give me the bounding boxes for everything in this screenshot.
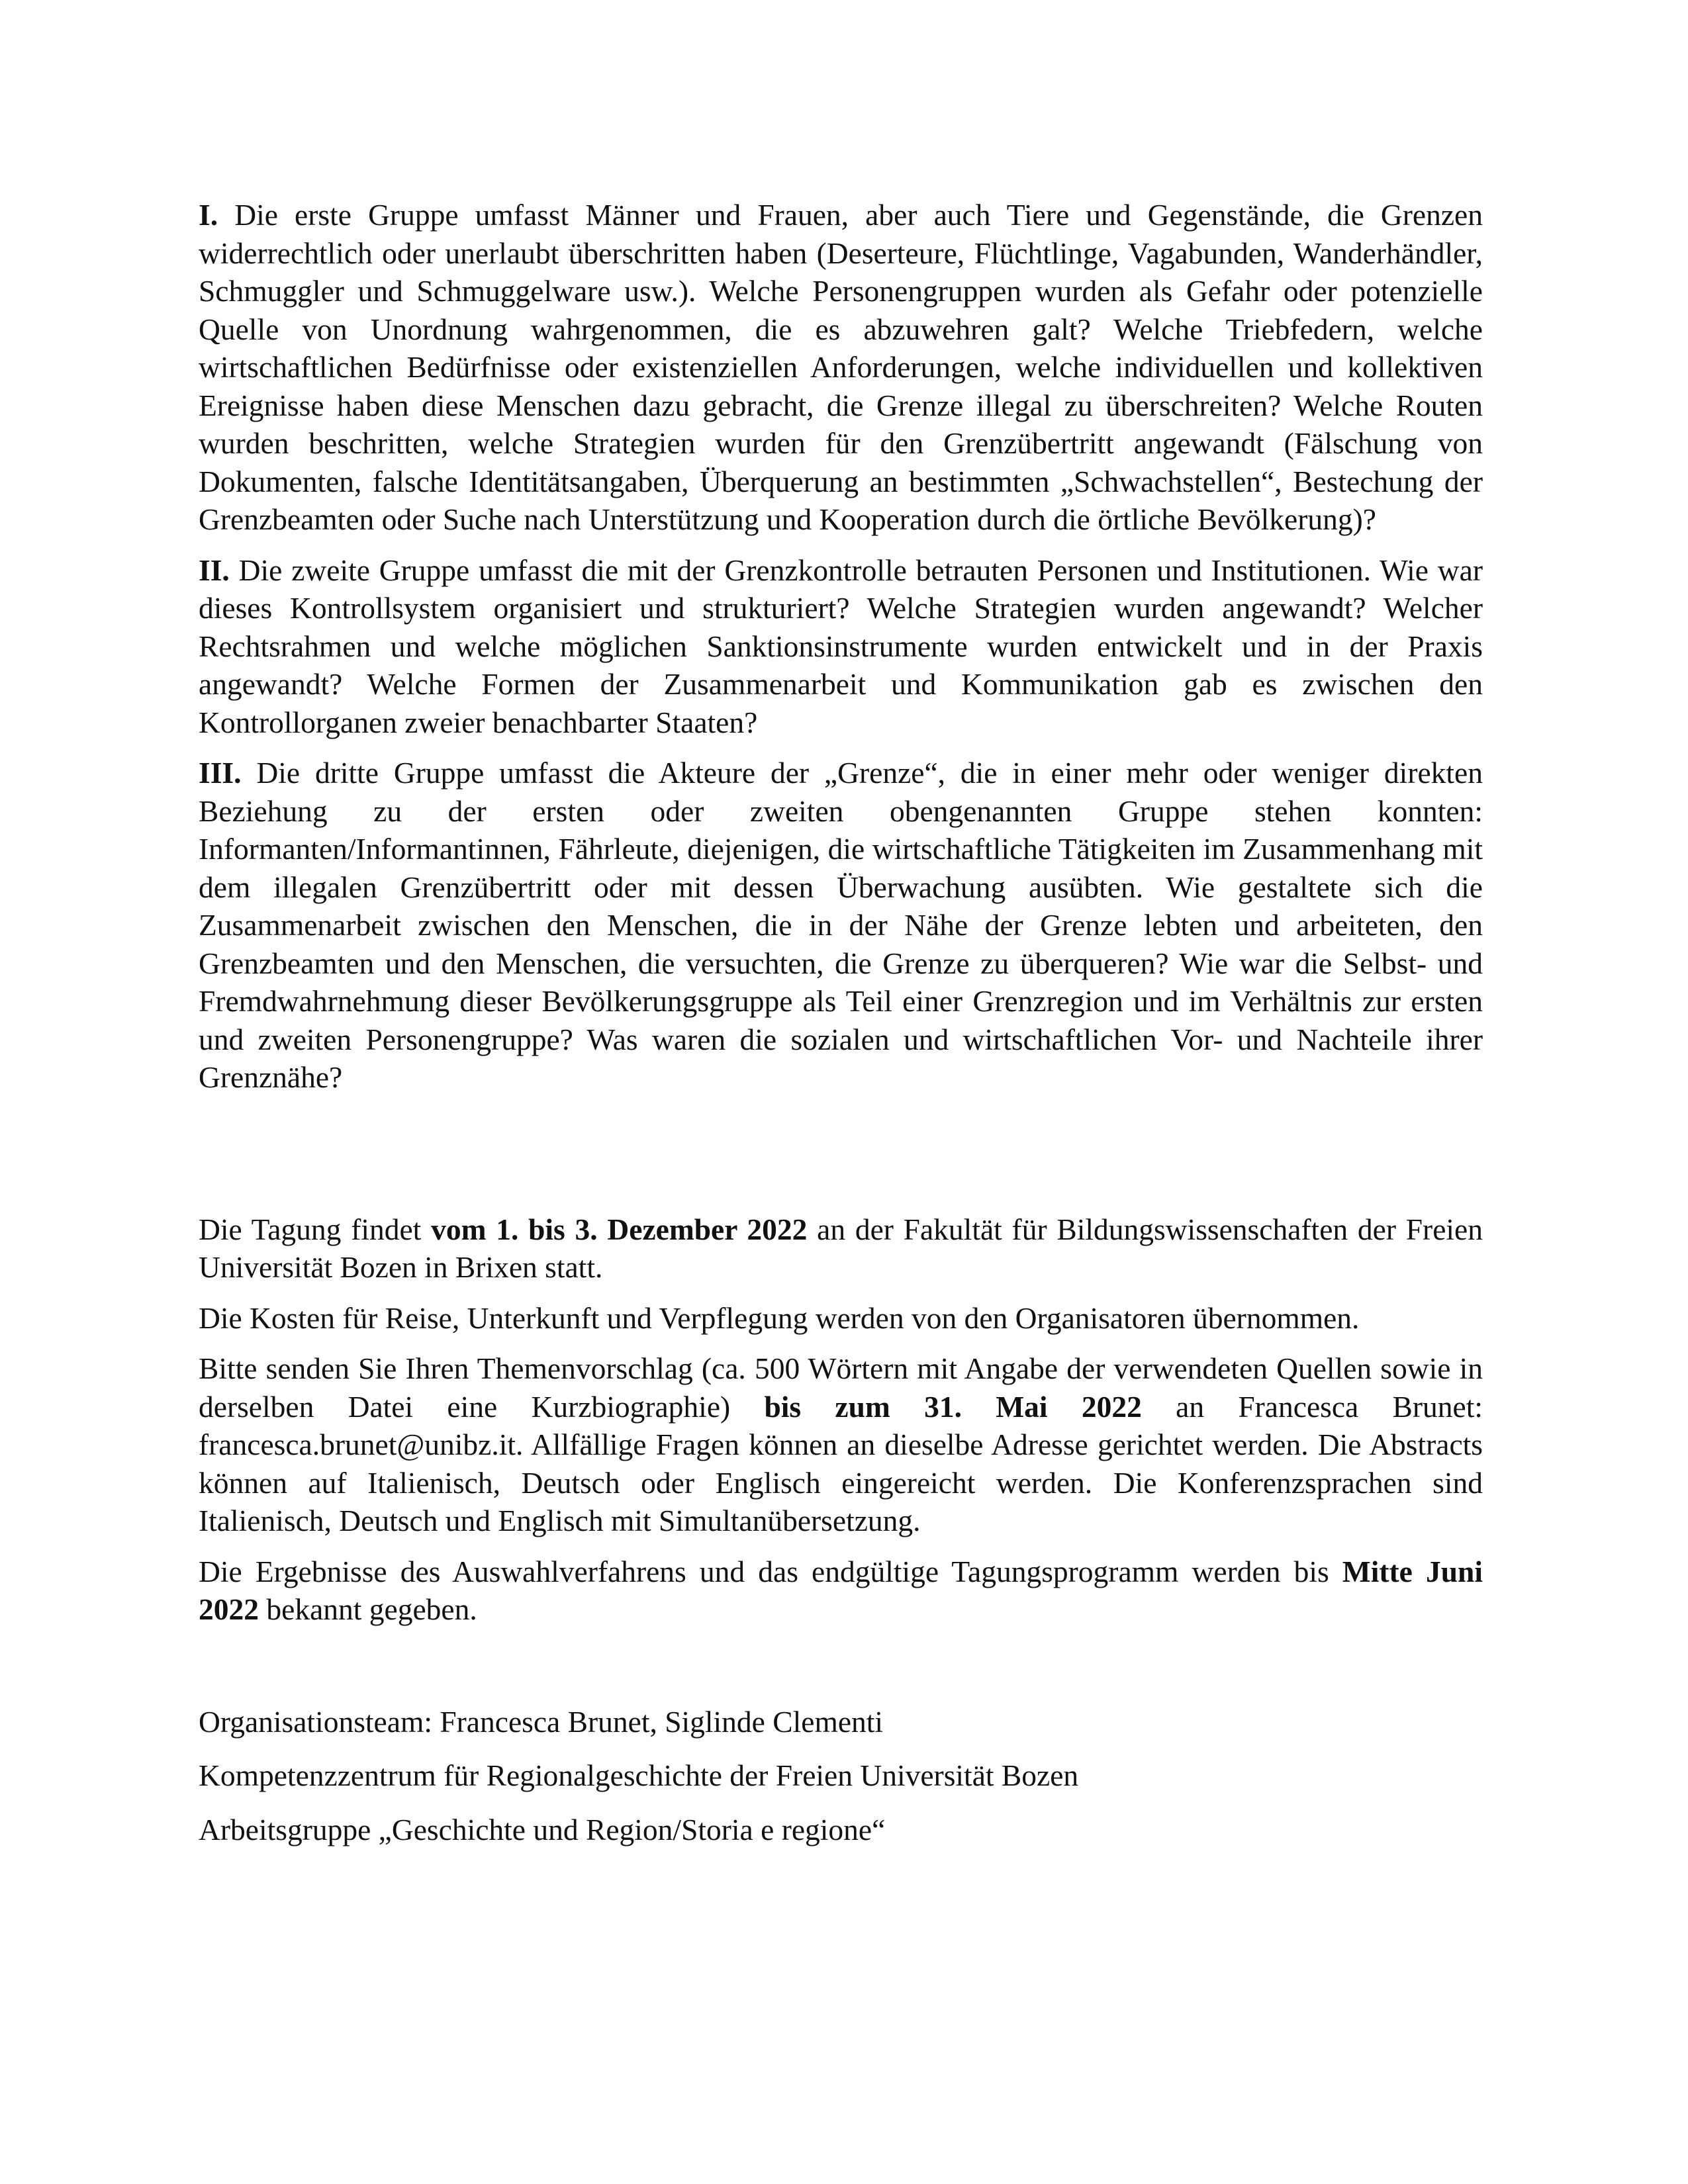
results-text-after: bekannt gegeben. — [259, 1592, 477, 1626]
group-3-text: Die dritte Gruppe umfasst die Akteure der „Grenze“, die in einer mehr oder weniger direkten Beziehung zu der ersten oder zweiten obengenannten Gruppe stehen konnten: Informanten/Informantinnen, Fährleute, diejenigen, die wirtschaftliche Tätigkeiten im Zusammenhang mit dem illegalen Grenzübertritt oder mit dessen Überwachung ausübten. Wie gestaltete sich die Zusammenarbeit zwischen den Menschen, die in der Nähe der Grenze lebten und arbeiteten, den Grenzbeamten und den Menschen, die versuchten, die Grenze zu überqueren? Wie war die Selbst- und Fremdwahrnehmung dieser Bevölkerungsgruppe als Teil einer Grenzregion und im Verhältnis zur ersten und zweiten Personengruppe? Was waren die sozialen und wirtschaftlichen Vor- und Nachteile ihrer Grenznähe? — [199, 756, 1483, 1094]
group-2-text: Die zweite Gruppe umfasst die mit der Grenzkontrolle betrauten Personen und Institutionen. Wie war dieses Kontrollsystem organisiert und strukturiert? Welche Strategien wurden angewandt? Welcher Rechtsrahmen und welche möglichen Sanktionsinstrumente wurden entwickelt und in der Praxis angewandt? Welche Formen der Zusammenarbeit und Kommunikation gab es zwischen den Kontrollorganen zweier benachbarter Staaten? — [199, 553, 1483, 739]
organisation-team: Organisationsteam: Francesca Brunet, Siglinde Clementi — [199, 1704, 884, 1739]
conference-date-paragraph — [199, 1210, 1483, 1287]
group-1-numeral: I. — [199, 198, 218, 232]
submission-text-before: Bitte senden Sie Ihren Themenvorschlag (ca. 500 Wörtern mit Angabe der verwendeten Quellen sowie in derselben Datei eine Kurzbiographie) — [199, 1351, 1483, 1424]
submission-text-after: an Francesca Brunet: francesca.brunet@unibz.it. Allfällige Fragen können an dieselbe Adresse gerichtet werden. Die Abstracts können auf Italienisch, Deutsch oder Englisch eingereicht werden. Die Konferenzsprachen sind Italienisch, Deutsch und Englisch mit Simultanübersetzung. — [199, 1389, 1483, 1537]
group-1-text: Die erste Gruppe umfasst Männer und Frauen, aber auch Tiere und Gegenstände, die Grenzen widerrechtlich oder unerlaubt überschritten haben (Deserteure, Flüchtlinge, Vagabunden, Wanderhändler, Schmuggler und Schmuggelware usw.). Welche Personengruppen wurden als Gefahr oder potenzielle Quelle von Unordnung wahrgenommen, die es abzuwehren galt? Welche Triebfedern, welche wirtschaftlichen Bedürfnisse oder existenziellen Anforderungen, welche individuellen und kollektiven Ereignisse haben diese Menschen dazu gebracht, die Grenze illegal zu überschreiten? Welche Routen wurden beschritten, welche Strategien wurden für den Grenzübertritt angewandt (Fälschung von Dokumenten, falsche Identitätsangaben, Überquerung an bestimmten „Schwachstellen“, Bestechung der Grenzbeamten oder Suche nach Unterstützung und Kooperation durch die örtliche Bevölkerung)? — [199, 198, 1483, 536]
results-date: Mitte Juni 2022 — [199, 1554, 1483, 1626]
conference-date: vom 1. bis 3. Dezember 2022 — [431, 1212, 808, 1246]
date-text-before: Die Tagung findet — [199, 1212, 432, 1246]
date-text-after: an der Fakultät für Bildungswissenschaften der Freien Universität Bozen in Brixen statt. — [199, 1212, 1483, 1284]
submission-deadline: bis zum 31. Mai 2022 — [764, 1389, 1142, 1424]
document-page — [199, 196, 1483, 1848]
group-3-paragraph — [199, 754, 1483, 1097]
submission-paragraph — [199, 1349, 1483, 1540]
group-2-numeral: II. — [199, 553, 230, 587]
costs-paragraph: Die Kosten für Reise, Unterkunft und Verpflegung werden von den Organisatoren übernommen. — [199, 1300, 1360, 1335]
group-3-numeral: III. — [199, 756, 242, 790]
results-text-before: Die Ergebnisse des Auswahlverfahrens und das endgültige Tagungsprogramm werden bis — [199, 1554, 1342, 1588]
competence-center: Kompetenzzentrum für Regionalgeschichte der Freien Universität Bozen — [199, 1758, 1079, 1792]
results-paragraph — [199, 1553, 1483, 1629]
group-1-paragraph — [199, 196, 1483, 539]
working-group: Arbeitsgruppe „Geschichte und Region/Storia e regione“ — [199, 1812, 886, 1846]
group-2-paragraph — [199, 551, 1483, 742]
